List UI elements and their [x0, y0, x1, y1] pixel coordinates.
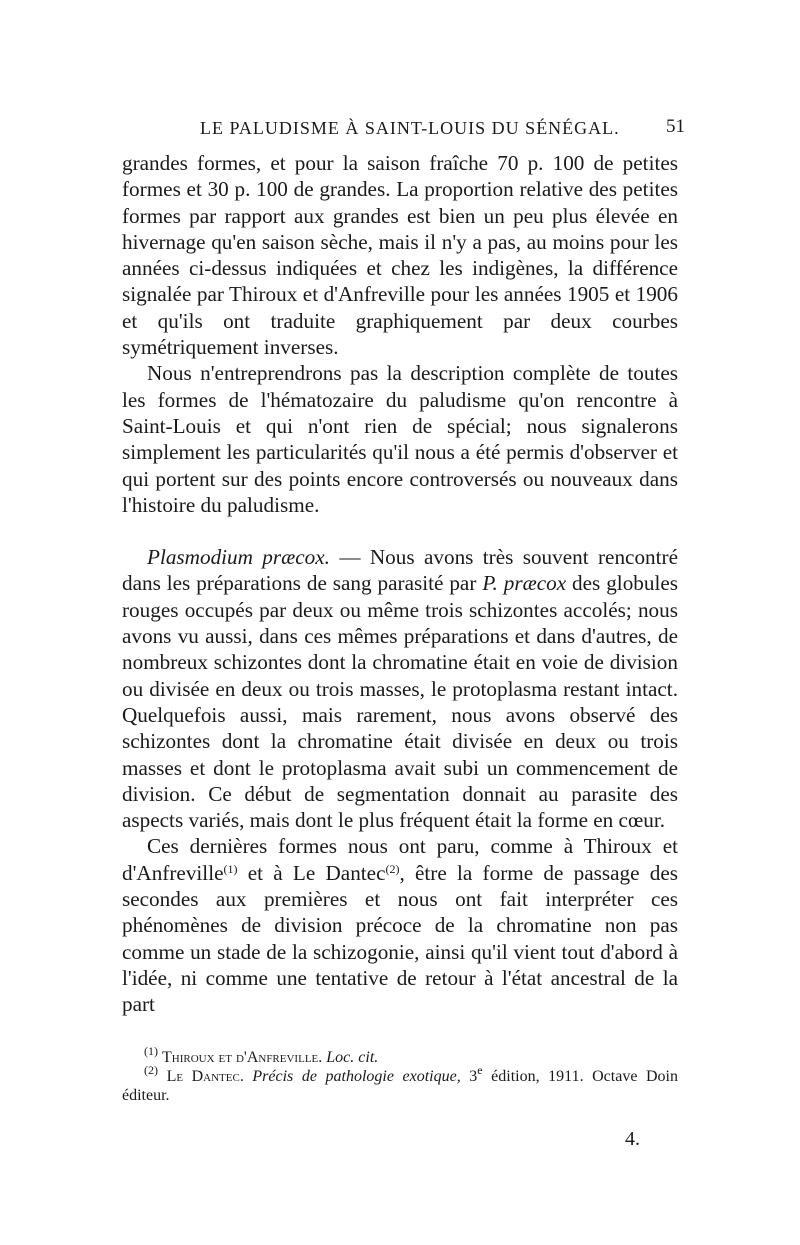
paragraph-text: et à Le Dantec	[237, 860, 386, 885]
signature-mark: 4.	[625, 1128, 640, 1150]
footnote-edition-suffix: e	[477, 1063, 483, 1077]
paragraph-text: — Nous avons très souvent rencontré dans les préparations de sang parasité par	[122, 545, 678, 596]
footnote-authors: Thiroux et d'Anfreville.	[162, 1049, 323, 1066]
footnote-publisher: édition, 1911. Octave Doin éditeur.	[122, 1068, 678, 1104]
running-title: LE PALUDISME À SAINT-LOUIS DU SÉNÉGAL.	[200, 118, 620, 138]
section-title: Plasmodium præcox.	[147, 545, 330, 570]
footnote-mark: (1)	[144, 1044, 158, 1058]
paragraph-text: Ces dernières formes nous ont paru, comme à Thiroux et d'Anfreville	[122, 834, 678, 885]
footnotes	[122, 1044, 678, 1105]
footnote-reference-2[interactable]: (2)	[385, 861, 400, 876]
paragraph-plasmodium-praecox	[122, 544, 678, 833]
footnote-edition: 3	[469, 1068, 478, 1085]
paragraph-continuation: grandes formes, et pour la saison fraîche 70 p. 100 de petites formes et 30 p. 100 de grandes. La proportion relative des petites formes par rapport aux grandes est bien un peu plus élevée en hivernage qu'en saison sèche, mais il n'y a pas, au moins pour les années ci-dessus indiquées et chez les indigènes, la différence signalée par Thiroux et d'Anfreville pour les années 1905 et 1906 et qu'ils ont traduite graphiquement par deux courbes symétriquement inverses.	[122, 151, 678, 360]
paragraph-text: des globules rouges occupés par deux ou même trois schizontes accolés; nous avons vu aussi, dans ces mêmes préparations et dans d'autres, de nombreux schizontes dont la chromatine était en voie de division ou divisée en deux ou trois masses, le protoplasma restant intact. Quelquefois aussi, mais rarement, nous avons observé des schizontes dont la chromatine était divisée en deux ou trois masses et dont le protoplasma avait subi un commencement de division. Ce début de segmentation donnait au parasite des aspects variés, mais dont le plus fréquent était la forme en cœur.	[122, 571, 679, 833]
footnote-2	[122, 1063, 678, 1105]
paragraph-forms-interpretation	[122, 833, 678, 1017]
footnote-reference-1[interactable]: (1)	[223, 861, 238, 876]
page-number: 51	[666, 116, 685, 137]
footnote-citation: Loc. cit.	[326, 1049, 379, 1066]
footnote-book-title: Précis de pathologie exotique,	[252, 1068, 461, 1085]
footnote-author: Le Dantec.	[166, 1068, 244, 1085]
paragraph-description-intro: Nous n'entreprendrons pas la description complète de toutes les formes de l'hématozaire du paludisme qu'on rencontre à Saint-Louis et qui n'ont rien de spécial; nous signalerons simplement les particularités qu'il nous a été permis d'observer et qui portent sur des points encore controversés ou nouveaux dans l'histoire du paludisme.	[122, 361, 678, 517]
body-text	[122, 150, 678, 1018]
paragraph-text: , être la forme de passage des secondes aux premières et nous ont fait interpréter ces phénomènes de division précoce de la chromatine non pas comme un stade de la schizogonie, ainsi qu'il vient tout d'abord à l'idée, ni comme une tentative de retour à l'état ancestral de la part	[122, 860, 678, 1017]
species-name: P. præcox	[482, 571, 567, 596]
footnote-1	[122, 1044, 678, 1067]
footnote-mark: (2)	[144, 1063, 158, 1077]
